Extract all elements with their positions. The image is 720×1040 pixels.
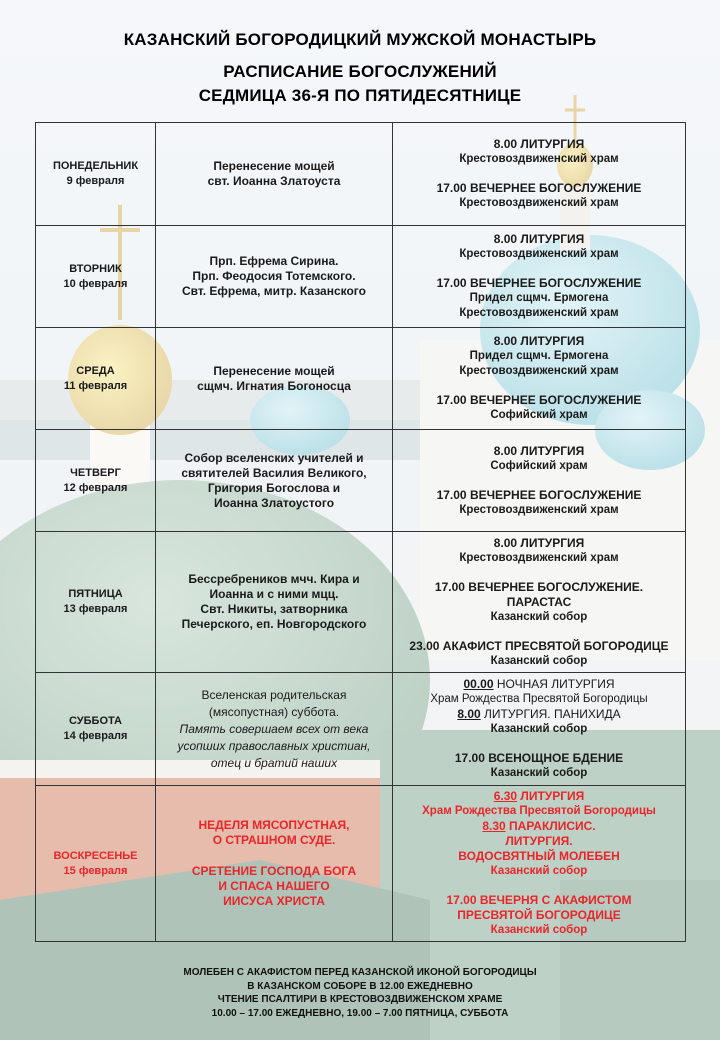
schedule-row [36, 226, 686, 328]
day-date: 13 февраля [63, 603, 128, 615]
service-line: ПАРАСТАС [506, 594, 572, 609]
feast-cell [156, 226, 393, 328]
service-line: 8.00 ЛИТУРГИЯ [493, 137, 585, 151]
feast-cell [156, 328, 393, 430]
service-line: ЛИТУРГИЯ. [505, 834, 573, 848]
feast-line: Печерского, еп. Новгородского [181, 617, 367, 631]
services-cell [393, 673, 686, 786]
feast-line: ИИСУСА ХРИСТА [223, 894, 325, 908]
services-cell [393, 430, 686, 532]
service-time: 00.00 [463, 677, 494, 691]
feast-line: отец и братий наших [210, 755, 338, 770]
feast-line: НЕДЕЛЯ МЯСОПУСТНАЯ, [198, 818, 350, 832]
service-line [395, 707, 683, 722]
day-name: СРЕДА [76, 364, 115, 377]
service-line [395, 677, 683, 692]
schedule-row [36, 123, 686, 226]
service-line: 8.00 ЛИТУРГИЯ [493, 334, 585, 348]
service-line: 8.00 ЛИТУРГИЯ [493, 232, 585, 246]
service-line: Крестовоздвиженский храм [459, 551, 619, 564]
schedule-row [36, 430, 686, 532]
service-line: 17.00 ВЕЧЕРНЕЕ БОГОСЛУЖЕНИЕ [436, 393, 642, 407]
feast-cell [156, 673, 393, 786]
service-line: Казанский собор [490, 654, 588, 667]
service-time: 8.00 [457, 707, 481, 721]
service-line: Казанский собор [490, 723, 588, 735]
service-line: Казанский собор [490, 865, 588, 877]
feast-line: О СТРАШНОМ СУДЕ. [212, 833, 336, 847]
services-cell [393, 532, 686, 673]
services-cell [393, 328, 686, 430]
feast-line: свт. Иоанна Златоуста [207, 174, 341, 188]
service-time: 6.30 [493, 789, 518, 803]
service-line: Казанский собор [490, 610, 588, 623]
monastery-title: КАЗАНСКИЙ БОГОРОДИЦКИЙ МУЖСКОЙ МОНАСТЫРЬ [123, 30, 597, 49]
schedule-table [35, 122, 686, 942]
service-line: Крестовоздвиженский храм [459, 197, 619, 209]
day-cell [36, 123, 156, 226]
day-date: 12 февраля [63, 481, 128, 494]
day-cell [36, 328, 156, 430]
service-line: 8.00 ЛИТУРГИЯ [493, 443, 585, 458]
service-line: 17.00 ВЕЧЕРНЕЕ БОГОСЛУЖЕНИЕ. [434, 579, 644, 594]
service-line: Храм Рождества Пресвятой Богородицы [430, 693, 648, 705]
day-name: ВОСКРЕСЕНЬЕ [53, 849, 138, 862]
feast-line: сщмч. Игнатия Богоносца [197, 378, 351, 393]
service-line: Придел сщмч. Ермогена [469, 350, 609, 362]
services-cell [393, 123, 686, 226]
service-line: Храм Рождества Пресвятой Богородицы [422, 805, 656, 817]
feast-line: усопших православных христиан, [177, 738, 371, 753]
day-cell [36, 430, 156, 532]
feast-line: Перенесение мощей [213, 159, 335, 173]
feast-line: Прп. Ефрема Сирина. [209, 254, 339, 268]
day-date: 11 февраля [63, 379, 128, 392]
service-name: ЛИТУРГИЯ [517, 789, 585, 803]
service-line: Казанский собор [490, 767, 588, 779]
service-line: ПРЕСВЯТОЙ БОГОРОДИЦЕ [457, 908, 621, 922]
feast-line: Прп. Феодосия Тотемского. [192, 269, 356, 283]
feast-line: Память совершаем всех от века [179, 721, 369, 736]
feast-line: Вселенская родительская [201, 687, 347, 702]
service-name: ПАРАКЛИСИС. [505, 819, 596, 833]
feast-line: Иоанна и с ними мцц. [209, 587, 339, 601]
feast-cell [156, 532, 393, 673]
day-cell [36, 226, 156, 328]
week-title: СЕДМИЦА 36-Я ПО ПЯТИДЕСЯТНИЦЕ [198, 86, 522, 105]
day-name: ПОНЕДЕЛЬНИК [52, 160, 139, 172]
services-cell [393, 786, 686, 942]
feast-cell [156, 430, 393, 532]
service-line: ВОДОСВЯТНЫЙ МОЛЕБЕН [458, 849, 620, 863]
feast-line: Свт. Никиты, затворника [200, 602, 348, 616]
footer-line: ЧТЕНИЕ ПСАЛТИРИ В КРЕСТОВОЗДВИЖЕНСКОМ ХРАМЕ [217, 994, 503, 1005]
feast-line: Иоанна Златоустого [213, 495, 335, 510]
day-date: 14 февраля [63, 730, 128, 742]
service-line: Крестовоздвиженский храм [459, 307, 619, 319]
day-cell [36, 673, 156, 786]
feast-line: Григория Богослова и [207, 480, 341, 495]
feast-cell [156, 786, 393, 942]
service-line [395, 789, 683, 804]
service-line: 17.00 ВЕЧЕРНЯ С АКАФИСТОМ [446, 893, 632, 907]
service-line: Крестовоздвиженский храм [459, 503, 619, 516]
day-name: ВТОРНИК [69, 262, 122, 275]
service-line: 8.00 ЛИТУРГИЯ [493, 535, 585, 550]
day-cell [36, 786, 156, 942]
service-name: ЛИТУРГИЯ. ПАНИХИДА [480, 707, 621, 721]
day-name: ПЯТНИЦА [68, 588, 123, 600]
service-line: Казанский собор [490, 924, 588, 936]
footer-line: 10.00 – 17.00 ЕЖЕДНЕВНО, 19.00 – 7.00 ПЯТНИЦА, СУББОТА [211, 1007, 509, 1019]
day-date: 15 февраля [63, 864, 128, 877]
service-line: Крестовоздвиженский храм [459, 248, 619, 260]
service-line: 17.00 ВСЕНОЩНОЕ БДЕНИЕ [454, 751, 624, 765]
feast-line: святителей Василия Великого, [181, 465, 367, 480]
schedule-title: РАСПИСАНИЕ БОГОСЛУЖЕНИЙ [223, 62, 497, 81]
footer-line: В КАЗАНСКОМ СОБОРЕ В 12.00 ЕЖЕДНЕВНО [247, 980, 473, 992]
service-line: 17.00 ВЕЧЕРНЕЕ БОГОСЛУЖЕНИЕ [436, 181, 642, 195]
service-line: Крестовоздвиженский храм [459, 365, 619, 377]
day-cell [36, 532, 156, 673]
schedule-row [36, 786, 686, 942]
schedule-row [36, 673, 686, 786]
service-line: Софийский храм [490, 459, 588, 472]
services-cell [393, 226, 686, 328]
service-line: Крестовоздвиженский храм [459, 153, 619, 165]
service-line: Придел сщмч. Ермогена [469, 292, 609, 304]
feast-line: СРЕТЕНИЕ ГОСПОДА БОГА [191, 864, 357, 878]
schedule-row [36, 328, 686, 430]
day-date: 9 февраля [66, 175, 125, 187]
service-line: 17.00 ВЕЧЕРНЕЕ БОГОСЛУЖЕНИЕ [436, 487, 642, 502]
feast-line: И СПАСА НАШЕГО [218, 879, 330, 893]
feast-line: Перенесение мощей [213, 363, 335, 378]
feast-line: (мясопустная) суббота. [208, 704, 340, 719]
day-name: СУББОТА [69, 715, 122, 727]
feast-cell [156, 123, 393, 226]
feast-line: Свт. Ефрема, митр. Казанского [182, 284, 366, 298]
service-line: 17.00 ВЕЧЕРНЕЕ БОГОСЛУЖЕНИЕ [436, 276, 642, 290]
service-line: 23.00 АКАФИСТ ПРЕСВЯТОЙ БОГОРОДИЦЕ [409, 638, 669, 653]
footer-line: МОЛЕБЕН С АКАФИСТОМ ПЕРЕД КАЗАНСКОЙ ИКОНОЙ БОГОРОДИЦЫ [183, 967, 537, 978]
footer-notes [0, 966, 720, 1020]
schedule-row [36, 532, 686, 673]
service-time: 8.30 [482, 819, 506, 833]
feast-line: Собор вселенских учителей и [184, 450, 364, 465]
day-date: 10 февраля [63, 277, 128, 290]
service-name: НОЧНАЯ ЛИТУРГИЯ [493, 677, 615, 691]
service-line: Софийский храм [490, 409, 588, 421]
service-line [395, 819, 683, 834]
day-name: ЧЕТВЕРГ [70, 466, 121, 479]
feast-line: Бессребреников мчч. Кира и [188, 572, 360, 586]
